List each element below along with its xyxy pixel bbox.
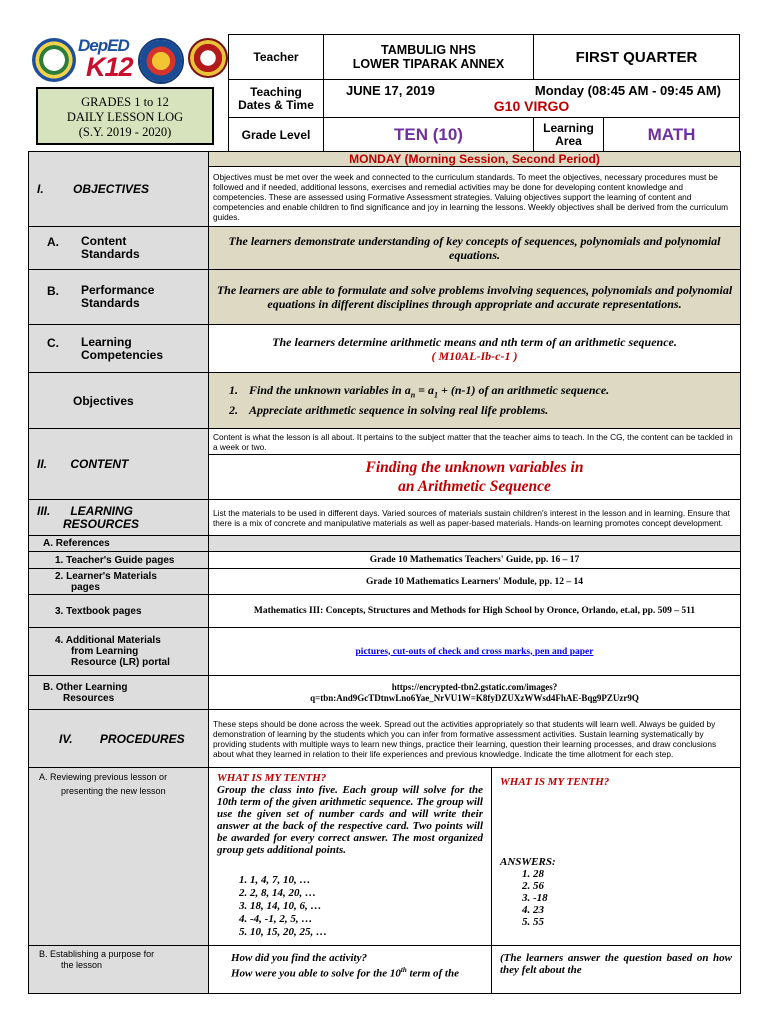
other-url-line2: q=tbn:And9GcTDtnwLno6Yae_NrVU1W=K8fyDZUXzWWsd4FhAE-Bqg9PZUzr9Q: [310, 692, 639, 703]
competencies: [209, 325, 741, 373]
resources-num: III.: [37, 503, 51, 518]
procedures-title: PROCEDURES: [99, 731, 185, 746]
area-label-line1: Learning: [543, 120, 594, 135]
grade-level-label: Grade Level: [229, 118, 324, 152]
teacher-label: Teacher: [229, 35, 324, 80]
teaching-date: JUNE 17, 2019: [346, 83, 435, 98]
competency-text: The learners determine arithmetic means and nth term of an arithmetic sequence.: [272, 334, 677, 349]
school-year: (S.Y. 2019 - 2020): [78, 125, 172, 139]
grades-title-box: [36, 87, 214, 145]
question-2: [231, 964, 483, 980]
deped-logo-text: DepED: [78, 36, 129, 55]
content-std-label2: Standards: [81, 247, 140, 261]
answer-item: 1. 28: [522, 868, 544, 880]
content-std-label1: Content: [81, 234, 127, 248]
session-title: MONDAY (Morning Session, Second Period): [209, 152, 741, 167]
objective-2: [229, 403, 734, 418]
procedures-label: [29, 710, 209, 768]
resources-title1: LEARNING: [70, 503, 134, 518]
grade-level: TEN (10): [324, 118, 534, 152]
procedure-a-activity: [209, 768, 492, 946]
add-label-line2: from Learning: [71, 646, 139, 657]
lm-label-line1: 2. Learner's Materials: [55, 570, 157, 582]
objectives-note: Objectives must be met over the week and connected to the curriculum standards. To meet the objectives, necessary procedures must be followed and if needed, additional lessons, exercises and remedial activities may be done for developing content knowledge and competencies. These are assessed using Formative Assessment strategies. Valuing objectives support the learning of content and competencies and enable children to find significance and joy in learning the lessons. Weekly objectives shall be derived from the curriculum guides.: [209, 167, 741, 227]
question-2-pre: How were you able to solve for the 10: [231, 967, 401, 980]
sequence-item: 3. 18, 14, 10, 6, …: [239, 900, 322, 912]
lesson-title-line1: Finding the unknown variables in: [365, 459, 584, 476]
school-seal-icon: [188, 38, 228, 78]
content-std-num: A.: [47, 235, 59, 249]
teaching-time: Monday (08:45 AM - 09:45 AM): [534, 83, 721, 98]
objectives-list: [209, 373, 741, 429]
perf-std-label1: Performance: [81, 283, 155, 297]
dates-label: [229, 80, 324, 118]
answers-label: ANSWERS:: [500, 856, 556, 868]
sequence-item: 4. -4, -1, 2, 5, …: [239, 913, 313, 925]
procedure-a-line2: presenting the new lesson: [61, 786, 166, 796]
objective-1-sub-1: 1: [434, 390, 439, 400]
procedure-a-answers: [492, 768, 741, 946]
answer-item: 4. 23: [522, 904, 544, 916]
resources-title2: RESOURCES: [63, 516, 140, 531]
learning-area: MATH: [604, 118, 740, 152]
other-resources-url[interactable]: [209, 676, 741, 710]
objective-1-pre: Find the unknown variables in a: [249, 383, 411, 398]
procedure-b-line1: B. Establishing a purpose for: [39, 949, 155, 959]
other-url-line1: https://encrypted-tbn2.gstatic.com/images?: [391, 681, 558, 692]
competency-code: ( M10AL-Ib-c-1 ): [431, 348, 518, 363]
performance-standards-label: [29, 270, 209, 325]
grades-line2: DAILY LESSON LOG: [66, 110, 184, 124]
objective-1: [229, 383, 734, 402]
sequence-item: 2. 2, 8, 14, 20, …: [239, 887, 316, 899]
objectives-num: I.: [37, 182, 44, 196]
question-2-sup: th: [400, 966, 407, 974]
perf-std-num: B.: [47, 284, 59, 298]
header-table: [228, 34, 740, 152]
add-label-line3: Resource (LR) portal: [71, 657, 170, 668]
school-line2: LOWER TIPARAK ANNEX: [352, 57, 505, 71]
references-blank: [209, 536, 741, 552]
objective-1-num: 1.: [229, 383, 238, 398]
activity-instructions: Group the class into five. Each group will solve for the 10th term of the given arithmetic sequence. The group will use the given set of number cards and will write their answer at the back of the respective card. Two points will be awarded for every correct answer. The most organized group gets additional points.: [217, 784, 483, 856]
k12-logo-text: K12: [86, 52, 133, 82]
answer-item: 3. -18: [522, 892, 548, 904]
sequence-item: 5. 10, 15, 20, 25, …: [239, 926, 327, 938]
answer-item: 2. 56: [522, 880, 544, 892]
lesson-title: [209, 455, 741, 500]
procedures-num: IV.: [59, 731, 73, 746]
other-label-line1: B. Other Learning: [43, 681, 128, 693]
other-label-line2: Resources: [63, 692, 115, 704]
area-label-line2: Area: [555, 133, 582, 148]
content-label: [29, 429, 209, 500]
lm-label-line2: pages: [71, 581, 100, 593]
lesson-grid: [28, 151, 741, 994]
objective-1-mid: = a: [415, 383, 435, 398]
content-standards-label: [29, 227, 209, 270]
division-seal-icon: [138, 38, 184, 84]
lesson-title-line2: an Arithmetic Sequence: [398, 478, 551, 495]
answer-item: 5. 55: [522, 916, 544, 928]
dates-cell: [324, 80, 740, 118]
answers-list: [500, 868, 732, 928]
sequence-item: 1. 1, 4, 7, 10, …: [239, 874, 311, 886]
tb-label: 3. Textbook pages: [29, 595, 209, 628]
procedure-a-label: [29, 768, 209, 946]
logo-strip: [28, 34, 228, 84]
procedure-a-line1: A. Reviewing previous lesson or: [39, 772, 168, 782]
content-standards: The learners demonstrate understanding of key concepts of sequences, polynomials and polynomial equations.: [209, 227, 741, 270]
teachers-guide-pages: Grade 10 Mathematics Teachers' Guide, pp. 16 – 17: [209, 552, 741, 569]
objectives-list-label: Objectives: [29, 373, 209, 429]
content-num: II.: [37, 457, 48, 471]
learning-area-label: [534, 118, 604, 152]
textbook-pages: Mathematics III: Concepts, Structures and Methods for High School by Oronce, Orlando, et.al, pp. 509 – 511: [209, 595, 741, 628]
objective-1-sub-n: n: [410, 390, 416, 400]
resources-note: List the materials to be used in different days. Varied sources of materials sustain children's interest in the lesson and in learning. Ensure that there is a mix of concrete and manipulative materials as well as paper-based materials. Hands-on learning promotes concept development.: [209, 500, 741, 536]
school-name: [324, 35, 534, 80]
activity-title: WHAT IS MY TENTH?: [217, 772, 327, 784]
add-label-line1: 4. Additional Materials: [55, 635, 161, 646]
deped-k12-logo: [78, 36, 136, 82]
references-label: A. References: [29, 536, 209, 552]
performance-standards: The learners are able to formulate and solve problems involving sequences, polynomials and polynomial equations in different disciplines through appropriate and accurate representations.: [209, 270, 741, 325]
question-1: How did you find the activity?: [231, 952, 367, 964]
comp-label2: Competencies: [81, 347, 164, 362]
objective-2-num: 2.: [229, 402, 238, 417]
quarter: FIRST QUARTER: [534, 35, 740, 80]
dates-label-line1: Teaching: [250, 84, 302, 99]
competencies-label: [29, 325, 209, 373]
other-resources-label: [29, 676, 209, 710]
content-title: CONTENT: [70, 457, 129, 471]
procedures-note: These steps should be done across the week. Spread out the activities appropriately so that students will learn well. Always be guided by demonstration of learning by the students which you can infer from formative assessment activities. Sustain learning systematically by providing students with multiple ways to learn new things, practice their learning, question their learning processes, and draw conclusions about what they learned in relation to their life experiences and previous knowledge. Indicate the time allotment for each step.: [209, 710, 741, 768]
resources-label: [29, 500, 209, 536]
tg-label: 1. Teacher's Guide pages: [29, 552, 209, 569]
lesson-log-page: [28, 34, 740, 1024]
dates-label-line2: Dates & Time: [238, 97, 314, 112]
question-2-post: term of the: [406, 967, 459, 980]
deped-seal-icon: [32, 38, 76, 82]
comp-num: C.: [47, 335, 59, 350]
procedure-b-response: (The learners answer the question based on how they felt about the: [492, 946, 741, 994]
objective-2-text: Appreciate arithmetic sequence in solving real life problems.: [249, 402, 549, 417]
section-name: G10 VIRGO: [493, 98, 570, 114]
school-line1: TAMBULIG NHS: [381, 43, 476, 57]
comp-label1: Learning: [81, 334, 132, 349]
answers-title: WHAT IS MY TENTH?: [500, 776, 610, 788]
learners-module-pages: Grade 10 Mathematics Learners' Module, pp. 12 – 14: [209, 569, 741, 595]
procedure-b-questions: [209, 946, 492, 994]
sequence-list: [217, 874, 483, 939]
additional-materials-link[interactable]: pictures, cut-outs of check and cross marks, pen and paper: [209, 628, 741, 676]
perf-std-label2: Standards: [81, 296, 140, 310]
lm-label: [29, 569, 209, 595]
procedure-b-label: [29, 946, 209, 994]
objectives-label: [29, 152, 209, 227]
grades-line1: GRADES 1 to 12: [81, 95, 169, 109]
additional-materials-label: [29, 628, 209, 676]
objectives-title: OBJECTIVES: [73, 182, 150, 196]
objective-1-post: + (n-1) of an arithmetic sequence.: [438, 383, 610, 398]
procedure-b-line2: the lesson: [61, 960, 103, 970]
content-note: Content is what the lesson is all about. It pertains to the subject matter that the teacher aims to teach. In the CG, the content can be tackled in a week or two.: [209, 429, 741, 455]
